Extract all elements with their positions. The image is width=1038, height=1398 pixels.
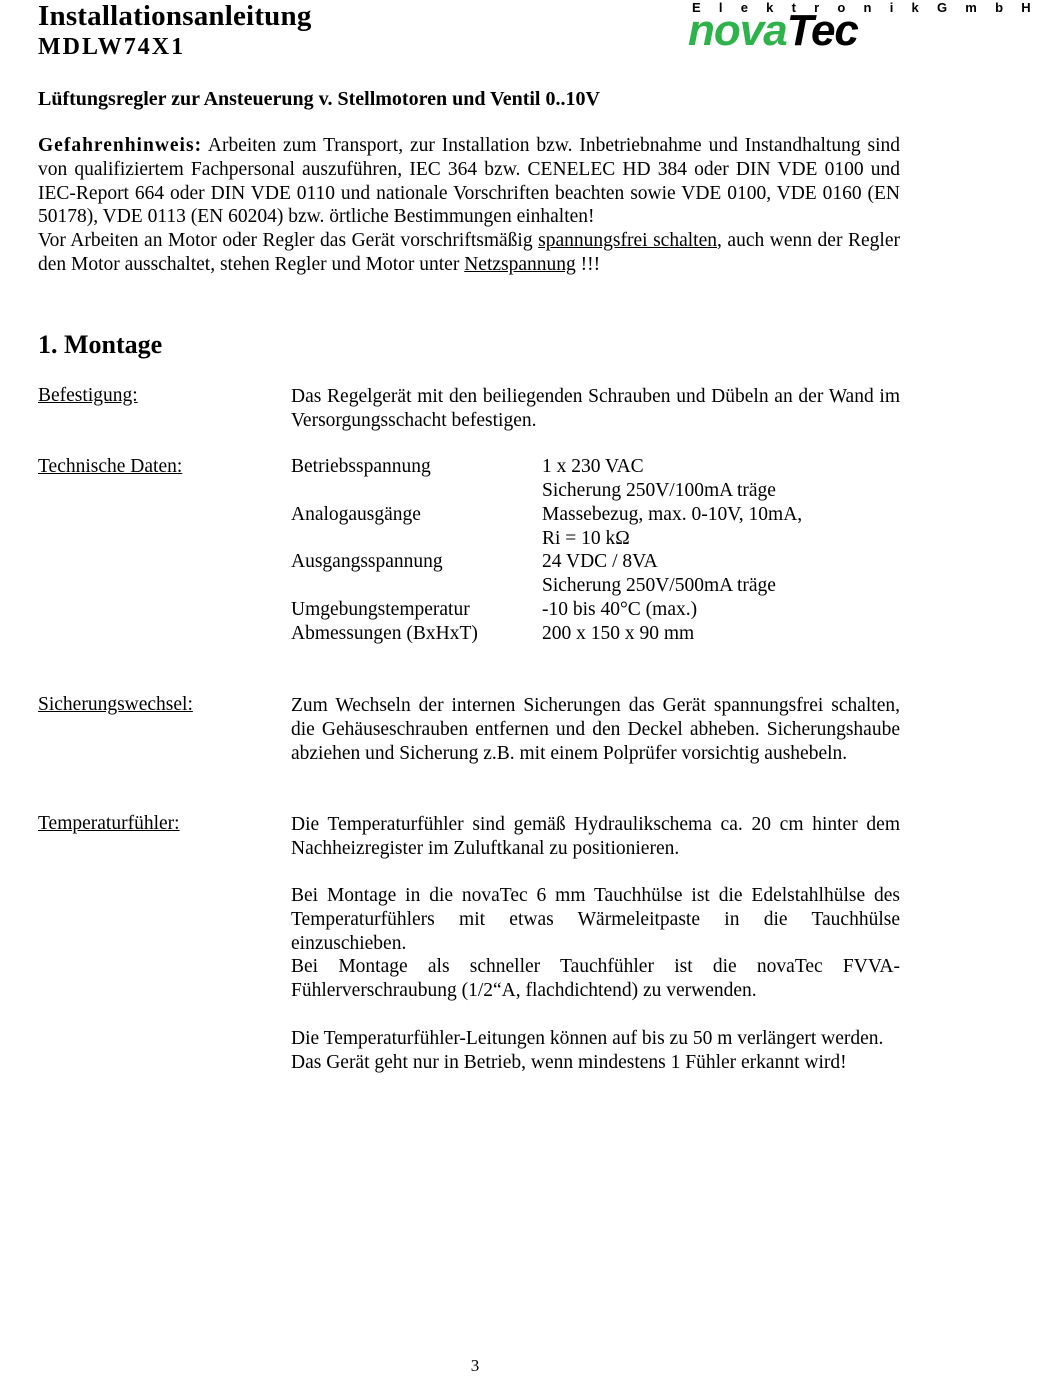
technische-daten-label: Technische Daten: [38,456,183,477]
paragraph: Bei Montage in die novaTec 6 mm Tauchhülse ist die Edelstahlhülse des Temperaturfühlers mit etwas Wärmeleitpaste in die Tauchhülse einzuschieben. [291,885,900,954]
td-key-betriebsspannung: Betriebsspannung [291,456,431,477]
hazard-line2-b: , auch wenn der Regler den Motor ausschaltet, stehen Regler und Motor unter [38,230,900,275]
td-value: 200 x 150 x 90 mm [542,623,695,644]
temperaturfuehler-text-1: Die Temperaturfühler sind gemäß Hydraulikschema ca. 20 cm hinter dem Nachheizregister im Zuluftkanal zu positionieren. [291,814,900,859]
td-key-abmessungen: Abmessungen (BxHxT) [291,623,478,644]
hazard-line2-c: !!! [575,253,601,275]
novatec-logo [688,0,1038,58]
td-key-umgebungstemperatur: Umgebungstemperatur [291,599,470,620]
temperaturfuehler-text-3 [291,1027,900,1075]
td-value: -10 bis 40°C (max.) [542,599,698,620]
document-subtitle: Lüftungsregler zur Ansteuerung v. Stellmotoren und Ventil 0..10V [38,88,600,110]
logo-company-line: E l e k t r o n i k G m b H [692,0,1038,15]
td-value: 24 VDC / 8VA [542,551,658,572]
td-value: 1 x 230 VAC [542,456,644,477]
td-key-ausgangsspannung: Ausgangsspannung [291,551,443,572]
befestigung-text: Das Regelgerät mit den beiliegenden Schrauben und Dübeln an der Wand im Versorgungsschacht befestigen. [291,386,900,431]
befestigung-label: Befestigung: [38,385,138,406]
td-key-analogausgaenge: Analogausgänge [291,504,421,525]
document-title: Installationsanleitung [38,0,312,32]
hazard-label: Gefahrenhinweis: [38,135,203,156]
td-value: Ri = 10 kΩ [542,528,630,549]
sicherungswechsel-text: Zum Wechseln der internen Sicherungen das Gerät spannungsfrei schalten, die Gehäuseschrauben entfernen und den Deckel abheben. Sicherungshaube abziehen und Sicherung z.B. mit einem Polprüfer vorsichtig aushebeln. [291,695,900,764]
paragraph: Bei Montage als schneller Tauchfühler ist die novaTec FVVA-Fühlerverschraubung (1/2“A, flachdichtend) zu verwenden. [291,956,900,1002]
td-value: Sicherung 250V/500mA träge [542,575,776,596]
model-number: MDLW74X1 [38,34,186,60]
hazard-underline-2: Netzspannung [464,253,576,275]
hazard-text: Arbeiten zum Transport, zur Installation bzw. Inbetriebnahme und Instandhaltung sind von qualifiziertem Fachpersonal auszuführen, IEC 364 bzw. CENELEC HD 384 oder DIN VDE 0100 und IEC-Report 664 oder DIN VDE 0110 und nationale Vorschriften beachten sowie VDE 0100, VDE 0160 (EN 50178), VDE 0113 (EN 60204) bzw. örtliche Bestimmungen einhalten! [38,135,900,228]
td-value: Massebezug, max. 0-10V, 10mA, [542,504,803,525]
hazard-underline-1: spannungsfrei schalten [538,230,717,252]
paragraph: Das Gerät geht nur in Betrieb, wenn mindestens 1 Fühler erkannt wird! [291,1051,847,1073]
logo-brand-tec: Tec [786,6,858,55]
section-heading-montage: 1. Montage [38,330,163,359]
td-value: Sicherung 250V/100mA träge [542,480,776,501]
hazard-line2-a: Vor Arbeiten an Motor oder Regler das Gerät vorschriftsmäßig [38,230,539,252]
logo-brand-nova: nova [688,6,787,55]
temperaturfuehler-text-2 [291,884,900,1003]
paragraph: Die Temperaturfühler-Leitungen können auf bis zu 50 m verlängert werden. [291,1028,884,1049]
hazard-notice [38,134,900,277]
sicherungswechsel-label: Sicherungswechsel: [38,694,193,715]
temperaturfuehler-label: Temperaturfühler: [38,813,180,834]
logo-brand [688,6,858,55]
page-number: 3 [470,1356,480,1375]
